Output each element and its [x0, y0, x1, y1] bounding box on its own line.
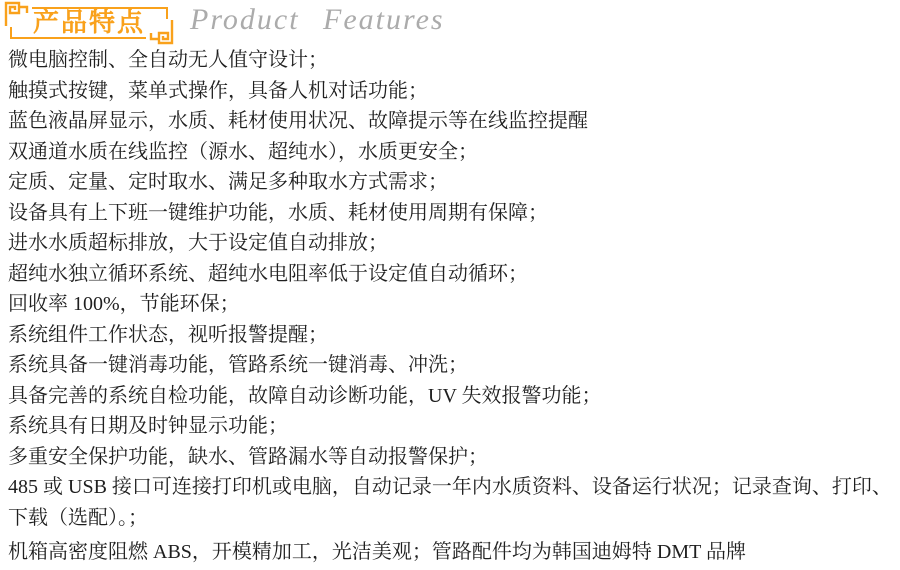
feature-line: 系统具备一键消毒功能，管路系统一键消毒、冲洗；: [8, 354, 468, 376]
page-header: [0, 0, 900, 46]
feature-line: 定质、定量、定时取水、满足多种取水方式需求；: [8, 171, 448, 193]
feature-line: 系统具有日期及时钟显示功能；: [8, 415, 288, 437]
feature-line: 下载（选配）。；: [8, 506, 148, 529]
feature-line: 超纯水独立循环系统、超纯水电阻率低于设定值自动循环；: [8, 262, 528, 285]
feature-line: 双通道水质在线监控（源水、超纯水），水质更安全；: [8, 140, 478, 163]
feature-line: 设备具有上下班一键维护功能，水质、耗材使用周期有保障；: [8, 201, 548, 224]
feature-line: 系统组件工作状态，视听报警提醒；: [8, 323, 328, 346]
feature-line: 蓝色液晶屏显示，水质、耗材使用状况、故障提示等在线监控提醒: [8, 110, 588, 132]
feature-line: 具备完善的系统自检功能，故障自动诊断功能，UV 失效报警功能；: [8, 384, 602, 407]
feature-list: [8, 45, 900, 568]
section-title: 产品特点: [32, 7, 145, 37]
feature-line: 485 或 USB 接口可连接打印机或电脑，自动记录一年内水质资料、设备运行状况；记录查询、打印、: [8, 476, 892, 498]
section-subtitle-english: Product Features: [190, 3, 445, 36]
feature-line: 进水水质超标排放，大于设定值自动排放；: [8, 232, 388, 254]
feature-line: 微电脑控制、全自动无人值守设计；: [8, 49, 328, 71]
feature-line: 触摸式按键，菜单式操作，具备人机对话功能；: [8, 79, 428, 102]
chinese-knot-corner-icon: [146, 19, 174, 46]
section-title-badge: [10, 7, 168, 39]
feature-line: 机箱高密度阻燃 ABS，开模精加工，光洁美观；管路配件均为韩国迪姆特 DMT 品牌: [8, 541, 746, 563]
chinese-knot-corner-icon: [4, 0, 32, 27]
feature-line: 多重安全保护功能，缺水、管路漏水等自动报警保护；: [8, 445, 488, 468]
feature-line: 回收率 100%，节能环保；: [8, 293, 240, 315]
